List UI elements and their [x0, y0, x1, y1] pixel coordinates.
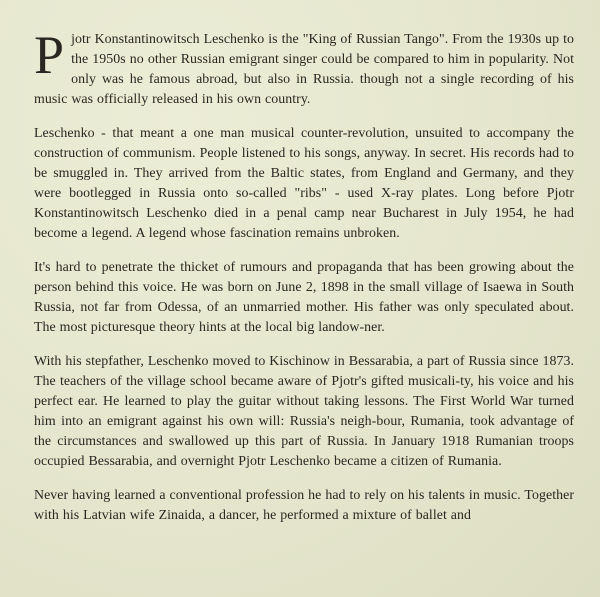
- paragraph-1: [34, 25, 574, 110]
- paragraph-3: It's hard to penetrate the thicket of rumours and propaganda that has been growing about the person behind this voice. He was born on June 2, 1898 in the small village of Isaewa in South Russia, not far from Odessa, of an unmarried mother. His father was only speculated about. The most picturesque theory hints at the local big landow-ner.: [34, 260, 574, 335]
- paragraph-2: Leschenko - that meant a one man musical counter-revolution, unsuited to accompany the construction of communism. People listened to his songs, anyway. In secret. His records had to be smuggled in. They arrived from the Baltic states, from England and Germany, and they were bootlegged in Russia onto so-called "ribs" - used X-ray plates. Long before Pjotr Konstantinowitsch Leschenko died in a penal camp near Bucharest in July 1954, he had become a legend. A legend whose fascination remains unbroken.: [34, 126, 574, 241]
- paragraph-5: Never having learned a conventional profession he had to rely on his talents in music. Together with his Latvian wife Zinaida, a dancer, he performed a mixture of ballet and: [34, 488, 574, 523]
- booklet-page: [34, 25, 574, 526]
- drop-cap: P: [34, 25, 65, 85]
- paragraph-1-text: jotr Konstantinowitsch Leschenko is the "King of Russian Tango". From the 1930s up to the 1950s no other Russian emigrant singer could be compared to him in popularity. Not only was he famous abroad, but also in Russia. though not a single recording of his music was officially released in his own country.: [34, 32, 574, 107]
- paragraph-4: With his stepfather, Leschenko moved to Kischinow in Bessarabia, a part of Russia since 1873. The teachers of the village school became aware of Pjotr's gifted musicali-ty, his voice and his perfect ear. He learned to play the guitar without taking lessons. The First World War turned him into an emigrant against his own will: Russia's neigh-bour, Rumania, took advantage of the circumstances and swallowed up this part of Russia. In January 1918 Rumanian troops occupied Bessarabia, and overnight Pjotr Leschenko became a citizen of Rumania.: [34, 354, 574, 469]
